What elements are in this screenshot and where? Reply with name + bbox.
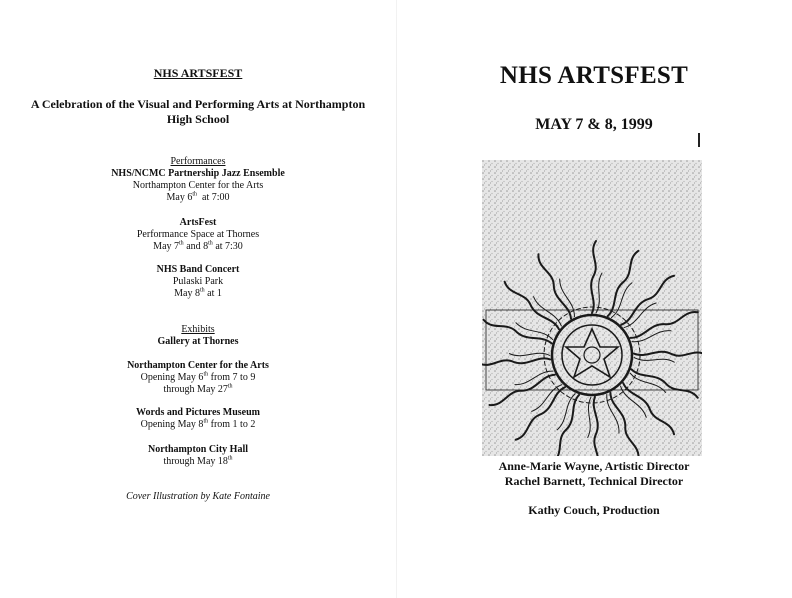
technical-director: Rachel Barnett, Technical Director (504, 474, 684, 488)
event-name: NHS Band Concert (156, 264, 240, 275)
cover-title: NHS ARTSFEST (499, 62, 689, 89)
event-name: NHS/NCMC Partnership Jazz Ensemble (111, 168, 285, 179)
exhibit-line1: through May 18th (163, 455, 233, 467)
event-date: May 6th at 7:00 (166, 191, 230, 203)
exhibit-name: Words and Pictures Museum (136, 407, 260, 418)
event-name: ArtsFest (179, 217, 217, 228)
sun-illustration-icon (482, 160, 702, 456)
exhibit-city-hall (0, 444, 396, 468)
exhibit-name: Northampton Center for the Arts (127, 360, 269, 371)
exhibit-name: Northampton City Hall (148, 444, 248, 455)
exhibits-subheading: Gallery at Thornes (157, 336, 239, 347)
exhibit-line2: through May 27th (163, 383, 233, 395)
event-venue: Pulaski Park (172, 276, 224, 287)
exhibit-center-arts (0, 360, 396, 396)
artistic-director: Anne-Marie Wayne, Artistic Director (498, 459, 690, 473)
event-date: May 8th at 1 (174, 287, 222, 299)
performances-section (0, 156, 396, 204)
production-credit: Kathy Couch, Production (528, 503, 660, 517)
event-artsfest (0, 217, 396, 253)
exhibit-line1: Opening May 8th from 1 to 2 (140, 418, 256, 430)
scan-mark (698, 133, 700, 147)
exhibits-section (0, 324, 396, 348)
left-subtitle (20, 97, 376, 127)
left-subtitle-line2: High School (166, 112, 230, 126)
left-title: NHS ARTSFEST (153, 66, 243, 80)
exhibit-line1: Opening May 6th from 7 to 9 (140, 371, 256, 383)
event-venue: Northampton Center for the Arts (132, 180, 264, 191)
event-venue: Performance Space at Thornes (136, 229, 260, 240)
event-band-concert (0, 264, 396, 300)
cover-credit: Cover Illustration by Kate Fontaine (126, 491, 270, 502)
event-date: May 7th and 8th at 7:30 (153, 240, 243, 252)
cover-date: MAY 7 & 8, 1999 (535, 116, 653, 133)
directors (396, 459, 792, 489)
right-panel (396, 0, 792, 598)
exhibit-words-pictures (0, 407, 396, 431)
left-subtitle-line1: A Celebration of the Visual and Performing Arts at Northampton (30, 97, 366, 111)
exhibits-heading: Exhibits (181, 324, 215, 335)
performances-heading: Performances (170, 156, 226, 167)
